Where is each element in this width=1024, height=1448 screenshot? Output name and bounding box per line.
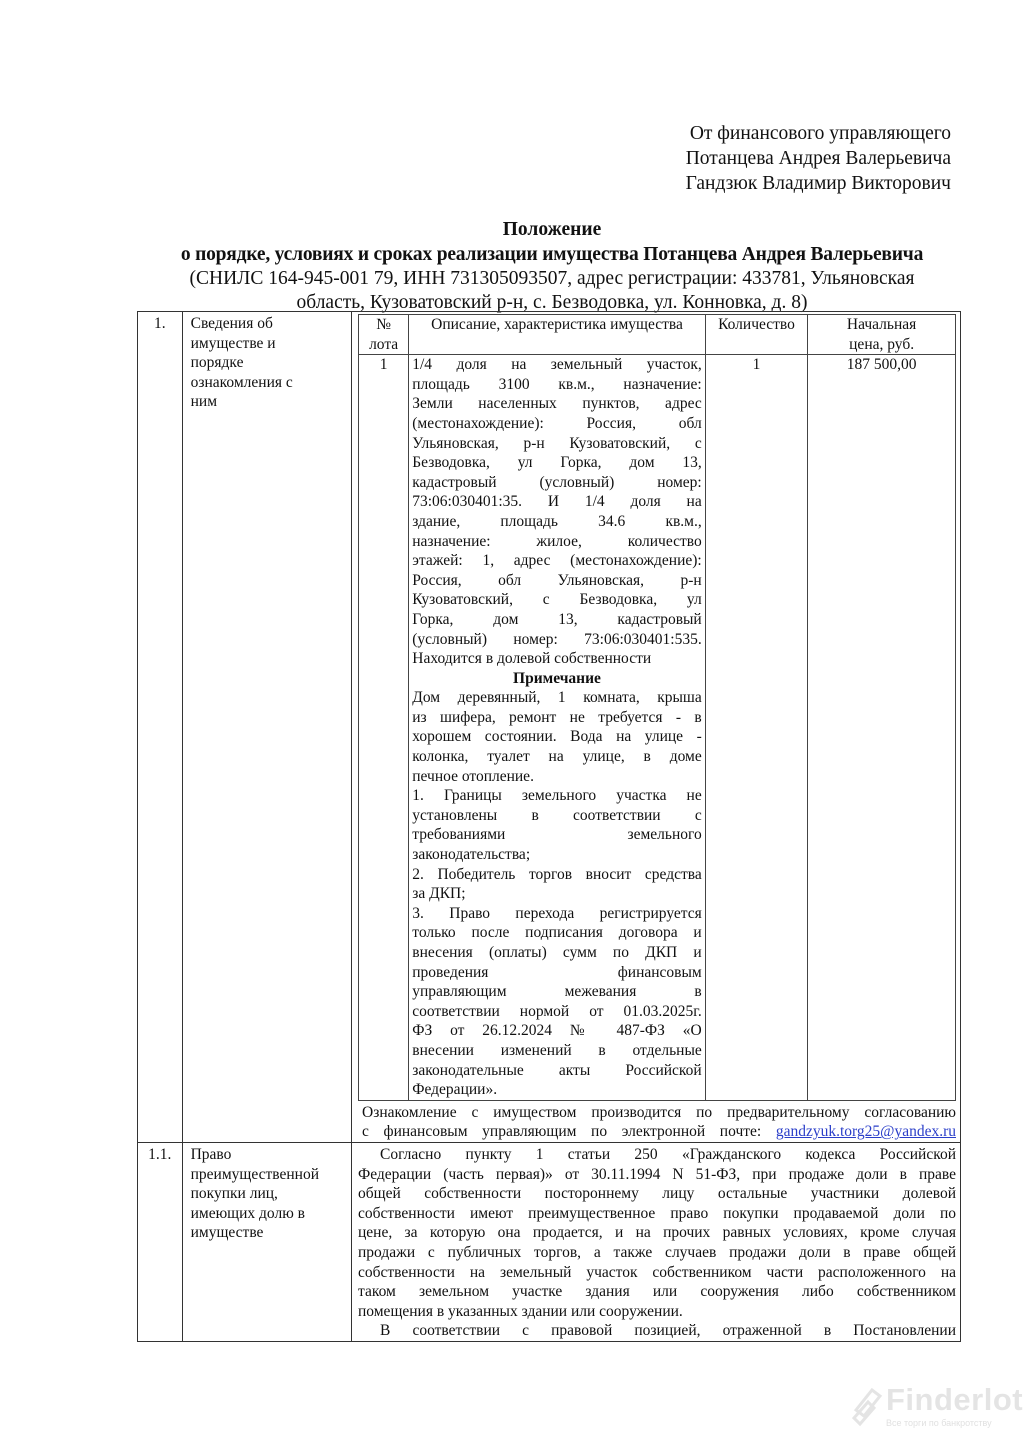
description-line: (условный) номер: 73:06:030401:535. [412,630,702,648]
section-name-line: ознакомления с [190,373,293,391]
inspection-text: с финансовым управляющим по электронной почте: [362,1123,776,1141]
section-number: 1.1. [138,1142,183,1341]
paragraph-line: цене, за которую она продается, и на прочих равных условиях, кроме случая [358,1224,956,1242]
description-line: Ульяновская, р-н Кузоватовский, с [412,434,702,452]
condition-line: только после подписания договора и [412,924,702,942]
paragraph-line: собственности на земельный участок собственником части расположенного на [358,1263,956,1281]
description-line: 1/4 доля на земельный участок, [412,356,702,374]
sender-line: Потанцева Андрея Валерьевича [685,148,951,169]
section-body [352,312,961,1143]
conditions-list [412,786,701,1100]
header-lot-line: лота [369,335,399,353]
section-body [352,1142,961,1341]
section-row [138,312,961,1143]
note-last: печное отопление. [412,767,534,785]
condition-line: законодательства; [412,846,531,864]
paragraph-line: продажи с публичных торгов, а также случаев продажи доли в праве общей [358,1243,956,1261]
section-name-line: порядке [190,354,244,372]
header-lot-line: № [376,316,392,333]
paragraph-line: собственности имеют преимущественное право покупки продаваемой доли по [358,1204,956,1222]
contact-email-link[interactable]: gandzyuk.torg25@yandex.ru [775,1123,956,1141]
condition-line: 3. Право перехода регистрируется [412,904,702,922]
note-line: Дом деревянный, 1 комната, крыша [412,689,702,707]
condition-line: требованиями земельного [412,826,702,844]
regulation-table [137,311,961,1342]
preemptive-right-paragraph [358,1145,956,1302]
header-quantity: Количество [705,315,808,355]
section-name [182,1142,351,1341]
condition-line: законодательные акты Российской [412,1061,702,1079]
debtor-ident-line: (СНИЛС 164-945-001 79, ИНН 731305093507, адрес регистрации: 433781, Ульяновская [189,268,915,289]
description-line: этажей: 1, адрес (местонахождение): [412,552,702,570]
note-title: Примечание [513,669,601,687]
condition-line: за ДКП; [412,885,466,903]
lot-description-text [412,355,701,649]
document-heading [130,218,974,315]
paragraph-line: Федерации (часть первая)» от 30.11.1994 N 51-ФЗ, при продаже доли в праве [358,1165,956,1183]
description-line: Кузоватовский, с Безводовка, ул [412,591,702,609]
section-name-line: Сведения об [190,315,273,332]
condition-line: 1. Границы земельного участка не [412,787,702,805]
lots-table [358,314,956,1101]
debtor-ident-line: область, Кузоватовский р-н, с. Безводовка, ул. Конновка, д. 8) [296,292,808,313]
paragraph-line: Согласно пункту 1 статьи 250 «Гражданского кодекса Российской [380,1145,956,1163]
section-name-line: покупки лиц, [190,1185,278,1203]
section-number: 1. [138,312,183,1143]
lots-header-row [359,315,956,355]
header-lot-number [359,315,409,355]
description-line: 73:06:030401:35. И 1/4 доля на [412,493,702,511]
sender-block [686,121,951,196]
inspection-info [356,1101,956,1142]
lot-start-price: 187 500,00 [808,355,956,1101]
condition-line: внесения (оплаты) сумм по ДКП и [412,944,702,961]
lot-quantity: 1 [705,355,808,1101]
condition-line: установлены в соответствии с [412,806,702,824]
description-line: кадастровый (условный) номер: [412,473,702,491]
section-name-line: имеющих долю в [190,1204,305,1222]
note-line: хорошем состоянии. Вода на улице - [412,728,702,746]
section-name-line: имуществе и [190,334,276,352]
lot-description [409,355,705,1101]
description-line: Россия, обл Ульяновская, р-н [412,571,702,589]
description-line: здание, площадь 34.6 кв.м., [412,512,702,530]
section-row [138,1142,961,1341]
inspection-line [362,1122,956,1142]
header-price [808,315,956,355]
description-line: (местонахождение): Россия, обл [412,414,702,432]
lot-row [359,355,956,1101]
description-line: Безводовка, ул Горка, дом 13, [412,454,702,472]
lot-number: 1 [359,355,409,1101]
paragraph-line: общей собственности постороннему лицу остальные участники долевой [358,1185,956,1203]
description-line: Горка, дом 13, кадастровый [412,610,702,628]
condition-line: управляющим межевания в [412,983,702,1001]
paragraph-last-line: помещения в указанных здании или сооружении. [358,1302,683,1320]
finderlot-logo-icon [850,1384,884,1428]
description-line: Земли населенных пунктов, адрес [412,395,702,413]
section-name [182,312,351,1143]
section-name-line: имуществе [190,1224,264,1242]
section-name-line: преимущественной [190,1165,319,1183]
header-description: Описание, характеристика имущества [409,315,705,355]
paragraph-line: таком земельном участке здания или сооружения либо собственником [358,1283,956,1301]
condition-line: проведения финансовым [412,963,702,981]
condition-line: Федерации». [412,1081,498,1099]
description-line: назначение: жилое, количество [412,532,702,550]
finderlot-watermark [850,1378,1024,1438]
sender-line: От финансового управляющего [689,123,951,144]
condition-line: 2. Победитель торгов вносит средства [412,865,702,883]
sender-line: Гандзюк Владимир Викторович [685,173,951,194]
document-subtitle: о порядке, условиях и сроках реализации имущества Потанцева Андрея Валерьевича [180,244,924,265]
lot-description-last: Находится в долевой собственности [412,650,652,668]
watermark-brand: Finderlot [886,1382,1024,1417]
note-text [412,688,701,766]
condition-line: внесении изменений в отдельные [412,1041,702,1059]
section-name-line: Право [190,1145,232,1163]
condition-line: соответствии нормой от 01.03.2025г. [412,1002,702,1020]
header-price-line: цена, руб. [849,335,915,353]
inspection-line: Ознакомление с имуществом производится по предварительному согласованию [362,1103,956,1121]
paragraph-line: В соответствии с правовой позицией, отраженной в Постановлении [380,1322,956,1340]
note-line: из шифера, ремонт не требуется - в [412,708,702,726]
description-line: площадь 3100 кв.м., назначение: [412,375,702,393]
condition-line: ФЗ от 26.12.2024 № 487-ФЗ «О [412,1022,702,1040]
document-title: Положение [502,219,602,240]
note-line: колонка, туалет на улице, в доме [412,748,702,766]
watermark-tagline: Все торги по банкротству [886,1418,992,1428]
section-name-line: ним [190,393,218,411]
header-price-line: Начальная [846,316,917,333]
